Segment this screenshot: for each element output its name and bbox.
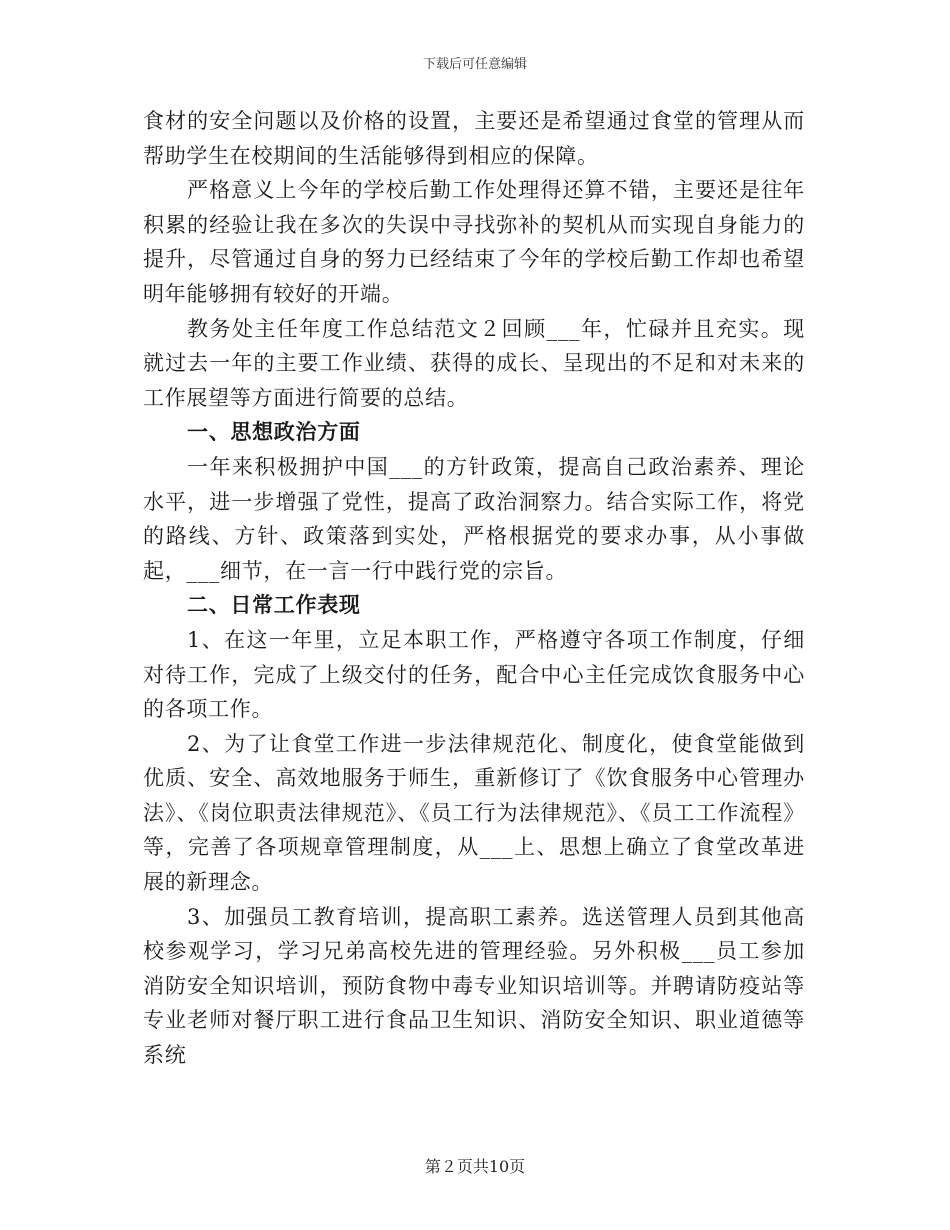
paragraph-continued: 食材的安全问题以及价格的设置，主要还是希望通过食堂的管理从而帮助学生在校期间的生活能够得到相应的保障。 bbox=[143, 109, 805, 168]
page-header: 下载后可任意编辑 bbox=[422, 57, 527, 72]
paragraph-item-3: 3、加强员工教育培训，提高职工素养。选送管理人员到其他高校参观学习，学习兄弟高校先进的管理经验。另外积极___员工参加消防安全知识培训，预防食物中毒专业知识培训等。并聘请防疫站等专业老师对餐厅职工进行食品卫生知识、消防安全知识、职业道德等系统 bbox=[143, 904, 805, 1068]
paragraph-political: 一年来积极拥护中国___的方针政策，提高自己政治素养、理论水平，进一步增强了党性，提高了政治洞察力。结合实际工作，将党的路线、方针、政策落到实处，严格根据党的要求办事，从小事做起，___细节，在一言一行中践行党的宗旨。 bbox=[143, 454, 805, 583]
section-heading-political: 一、思想政治方面 bbox=[187, 419, 361, 445]
paragraph-logistics-summary: 严格意义上今年的学校后勤工作处理得还算不错，主要还是往年积累的经验让我在多次的失误中寻找弥补的契机从而实现自身能力的提升，尽管通过自身的努力已经结束了今年的学校后勤工作却也希望明年能够拥有较好的开端。 bbox=[143, 178, 805, 306]
paragraph-item-2: 2、为了让食堂工作进一步法律规范化、制度化，使食堂能做到优质、安全、高效地服务于师生，重新修订了《饮食服务中心管理办法》、《岗位职责法律规范》、《员工行为法律规范》、《员工工作流程》等，完善了各项规章管理制度，从___上、思想上确立了食堂改革进展的新理念。 bbox=[143, 731, 805, 895]
section-heading-daily-work: 二、日常工作表现 bbox=[187, 592, 361, 618]
paragraph-item-1: 1、在这一年里，立足本职工作，严格遵守各项工作制度，仔细对待工作，完成了上级交付的任务，配合中心主任完成饮食服务中心的各项工作。 bbox=[143, 627, 805, 722]
document-body bbox=[143, 104, 805, 1073]
page-footer: 第２页共10页 bbox=[424, 1157, 526, 1176]
paragraph-review-intro: 教务处主任年度工作总结范文２回顾___年，忙碌并且充实。现就过去一年的主要工作业绩、获得的成长、呈现出的不足和对未来的工作展望等方面进行简要的总结。 bbox=[143, 316, 805, 410]
